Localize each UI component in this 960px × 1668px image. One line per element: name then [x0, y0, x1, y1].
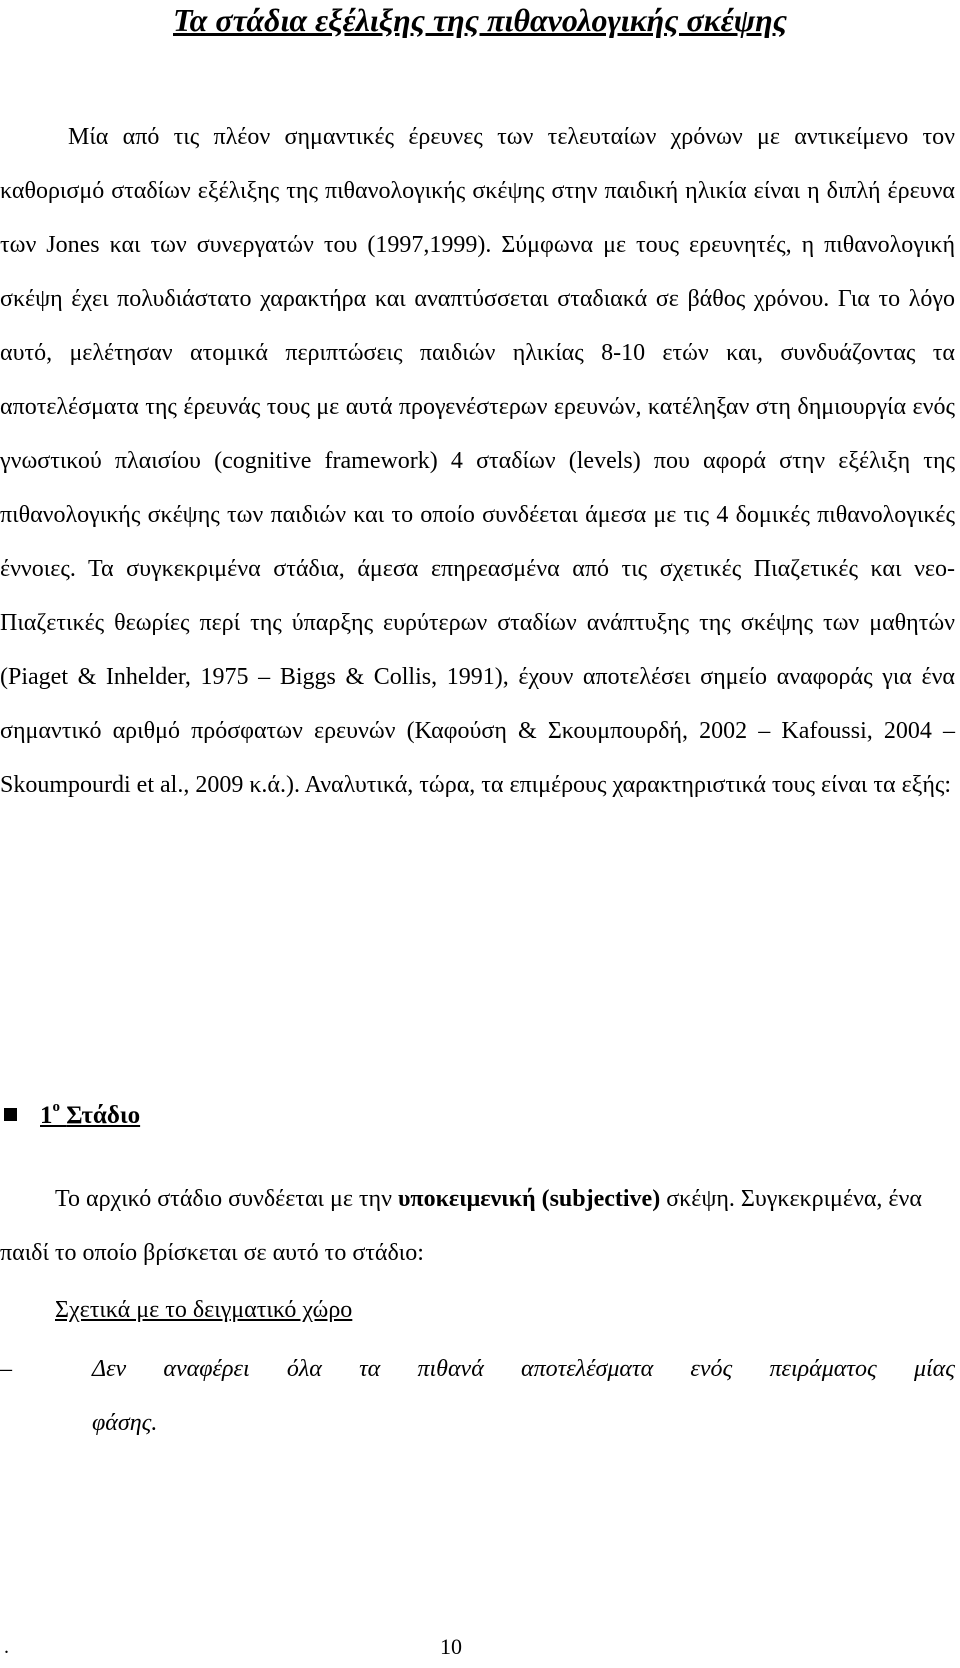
list-item	[0, 1342, 955, 1450]
en-dash-1: –	[248, 664, 280, 690]
square-bullet-icon	[4, 1108, 17, 1121]
stage-intro-bold-term: υποκειμενική (subjective)	[397, 1186, 661, 1212]
paragraph-text-part-4: Skoumpourdi et al., 2009 κ.ά.). Αναλυτικά, τώρα, τα επιμέρους χαρακτηριστικά τους είναι τα εξής:	[0, 772, 952, 798]
footer-dot: .	[4, 1636, 9, 1658]
sample-space-subheading: Σχετικά με το δειγματικό χώρο	[55, 1297, 353, 1323]
page-number: 10	[440, 1634, 462, 1659]
stage-word: Στάδιο	[66, 1102, 141, 1129]
dash-bullet: –	[0, 1356, 12, 1382]
en-dash-2: –	[747, 718, 782, 744]
document-title: Τα στάδια εξέλιξης της πιθανολογικής σκέψης	[173, 2, 787, 38]
stage-intro-before: Το αρχικό στάδιο συνδέεται με την	[55, 1186, 398, 1212]
stage-heading	[0, 1096, 600, 1136]
paragraph-text-part-2: Biggs & Collis, 1991), έχουν αποτελέσει σημείο αναφοράς για ένα σημαντικό αριθμό πρόσφατων ερευνών (Καφούση & Σκουμπουρδή, 2002	[0, 664, 955, 744]
stage-intro-after: σκέψη. Συγκεκριμένα, ένα παιδί το οποίο βρίσκεται σε αυτό το στάδιο:	[0, 1186, 922, 1266]
list-item-text-line-1: Δεν αναφέρει όλα τα πιθανά αποτελέσματα ενός πειράματος μίας	[92, 1356, 955, 1382]
stage-intro-paragraph	[0, 1172, 955, 1280]
paragraph-text-part-3: Kafoussi, 2004	[781, 718, 932, 744]
paragraph-text-part-1: Μία από τις πλέον σημαντικές έρευνες των τελευταίων χρόνων με αντικείμενο τον καθορισμό σταδίων εξέλιξης της πιθανολογικής σκέψης στην παιδική ηλικία είναι η διπλή έρευνα των Jones και των συνεργατών του (1997,1999). Σύμφωνα με τους ερευνητές, η πιθανολογική σκέψη έχει πολυδιάστατο χαρακτήρα και αναπτύσσεται σταδιακά σε βάθος χρόνου. Για το λόγο αυτό, μελέτησαν ατομικά περιπτώσεις παιδιών ηλικίας 8-10 ετών και, συνδυάζοντας τα αποτελέσματα της έρευνάς τους με αυτά προγενέστερων ερευνών, κατέληξαν στη δημιουργία ενός γνωστικού πλαισίου (cognitive framework) 4 σταδίων (levels) που αφορά στην εξέλιξη της πιθανολογικής σκέψης των παιδιών και το οποίο συνδέεται άμεσα με τις 4 δομικές πιθανολογικές έννοιες. Τα συγκεκριμένα στάδια, άμεσα επηρεασμένα από τις σχετικές Πιαζετικές και νεο-Πιαζετικές θεωρίες περί της ύπαρξης ευρύτερων σταδίων ανάπτυξης της σκέψης των μαθητών (Piaget & Inhelder, 1975	[0, 124, 955, 690]
main-paragraph	[0, 110, 955, 812]
stage-number: 1	[40, 1102, 53, 1129]
en-dash-3: –	[931, 718, 956, 744]
list-item-text-line-2: φάσης.	[92, 1410, 158, 1436]
stage-label	[40, 1096, 140, 1136]
stage-ordinal-superscript: ο	[52, 1099, 60, 1115]
